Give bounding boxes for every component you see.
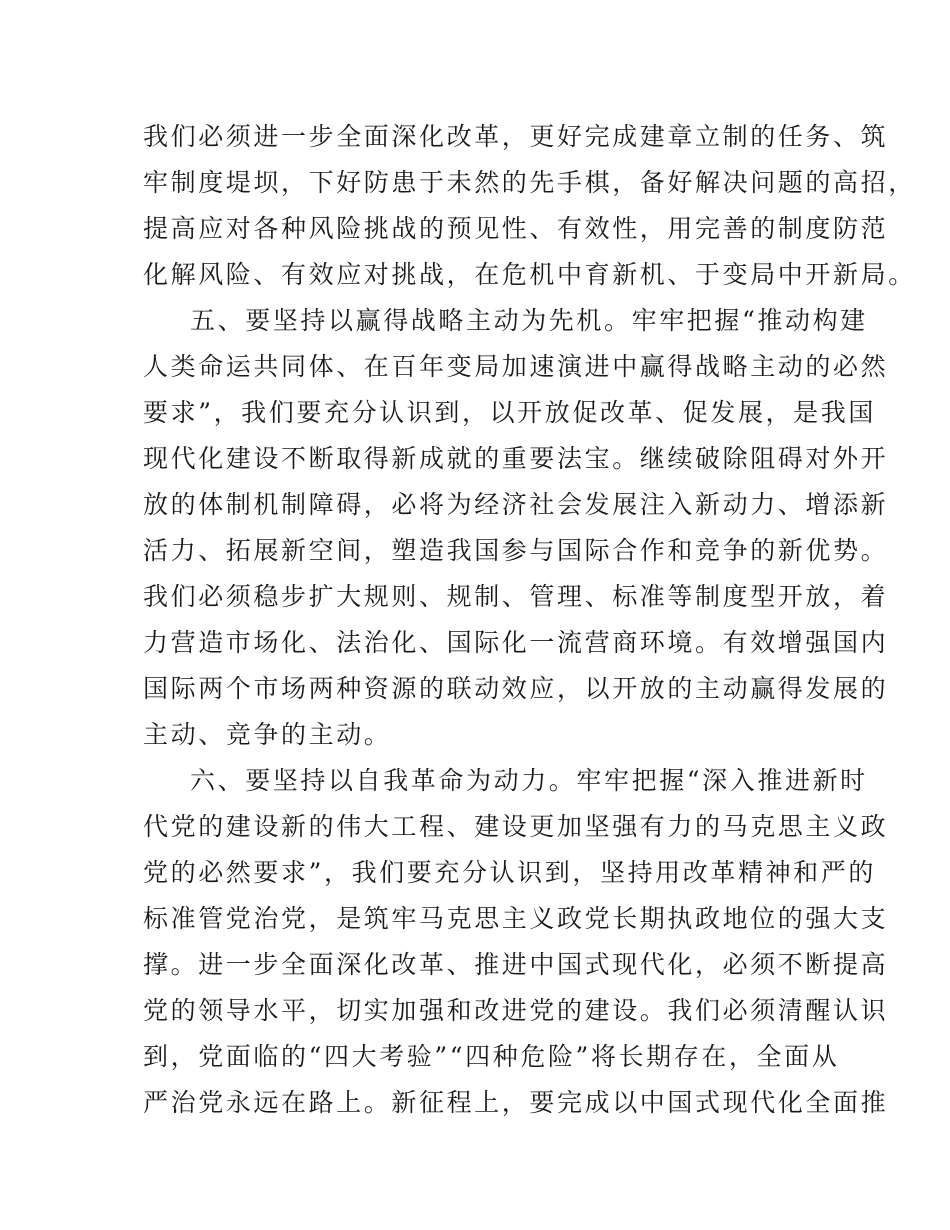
text-line: 党的领导水平，切实加强和改进党的建设。我们必须清醒认识 <box>143 996 889 1025</box>
text-line: 人类命运共同体、在百年变局加速演进中赢得战略主动的必然 <box>143 352 889 381</box>
text-line: 放的体制机制障碍，必将为经济社会发展注入新动力、增添新 <box>143 490 889 519</box>
text-line: 到，党面临的“四大考验”“四种危险”将长期存在，全面从 <box>143 1042 840 1071</box>
text-line: 现代化建设不断取得新成就的重要法宝。继续破除阻碍对外开 <box>143 444 889 473</box>
text-line: 严治党永远在路上。新征程上，要完成以中国式现代化全面推 <box>143 1088 889 1117</box>
text-line: 力营造市场化、法治化、国际化一流营商环境。有效增强国内 <box>143 628 889 657</box>
text-line: 主动、竞争的主动。 <box>143 720 392 749</box>
text-line: 撑。进一步全面深化改革、推进中国式现代化，必须不断提高 <box>143 950 889 979</box>
text-line: 标准管党治党，是筑牢马克思主义政党长期执政地位的强大支 <box>143 904 889 933</box>
text-line: 要求”，我们要充分认识到，以开放促改革、促发展，是我国 <box>143 398 876 427</box>
paragraph-heading-five: 五、要坚持以赢得战略主动为先机。牢牢把握“推动构建 <box>190 306 868 335</box>
text-line: 代党的建设新的伟大工程、建设更加坚强有力的马克思主义政 <box>143 812 889 841</box>
text-line: 化解风险、有效应对挑战，在危机中育新机、于变局中开新局。 <box>143 260 916 289</box>
paragraph-heading-six: 六、要坚持以自我革命为动力。牢牢把握“深入推进新时 <box>190 766 868 795</box>
text-line: 活力、拓展新空间，塑造我国参与国际合作和竞争的新优势。 <box>143 536 889 565</box>
text-line: 提高应对各种风险挑战的预见性、有效性，用完善的制度防范 <box>143 214 889 243</box>
text-line: 国际两个市场两种资源的联动效应，以开放的主动赢得发展的 <box>143 674 889 703</box>
text-line: 牢制度堤坝，下好防患于未然的先手棋，备好解决问题的高招， <box>143 168 916 197</box>
text-line: 我们必须稳步扩大规则、规制、管理、标准等制度型开放，着 <box>143 582 889 611</box>
text-line: 我们必须进一步全面深化改革，更好完成建章立制的任务、筑 <box>143 122 889 151</box>
text-line: 党的必然要求”，我们要充分认识到，坚持用改革精神和严的 <box>143 858 876 887</box>
